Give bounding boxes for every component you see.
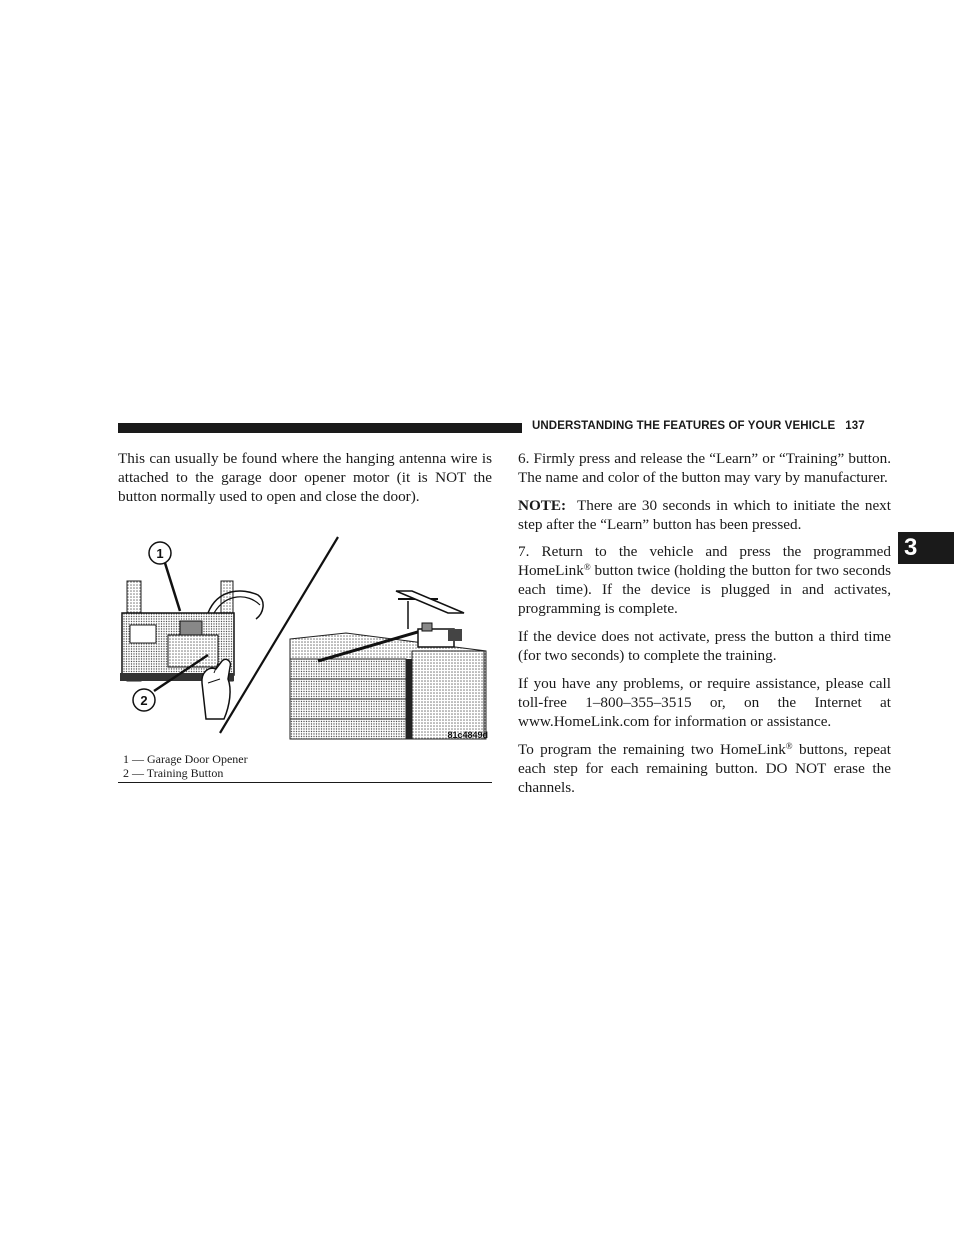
step-7-start: 7. Return to the vehicle and press the programmed HomeLink: [518, 543, 891, 579]
caption-1: 1 — Garage Door Opener: [123, 752, 248, 766]
registered-mark: ®: [583, 562, 591, 572]
caption-rule: [118, 782, 492, 783]
note-text: There are 30 seconds in which to initiate the next step after the “Learn” button has been pressed.: [518, 497, 891, 533]
figure-code: 81c4849d: [447, 730, 488, 740]
left-column: [118, 449, 492, 515]
note-paragraph: [518, 496, 891, 534]
intro-paragraph: This can usually be found where the hanging antenna wire is attached to the garage door opener motor (it is NOT the button normally used to open and close the door).: [118, 450, 492, 505]
chapter-tab: 3: [898, 532, 954, 564]
note-label: NOTE:: [518, 497, 567, 514]
running-header: [532, 420, 865, 432]
step-7: [518, 542, 891, 618]
step-7-end: button twice (holding the button for two seconds each time). If the device is plugged in and activates, programming is complete.: [518, 562, 891, 617]
third-press-paragraph: If the device does not activate, press the button a third time (for two seconds) to complete the training.: [518, 628, 891, 664]
assistance-paragraph: If you have any problems, or require assistance, please call toll-free 1–800–355–3515 or, on the Internet at www.HomeLink.com for information or assistance.: [518, 675, 891, 730]
callout-2-label: 2: [140, 693, 148, 708]
figure-captions: [123, 752, 248, 780]
illustration-svg: [118, 533, 492, 745]
right-column: [518, 449, 891, 806]
garage-scene: [290, 591, 488, 740]
page-number: 137: [845, 420, 865, 432]
program-start: To program the remaining two HomeLink: [518, 741, 786, 758]
garage-opener-illustration: [118, 533, 492, 745]
opener-closeup: [120, 542, 263, 719]
header-rule: [118, 423, 522, 433]
registered-mark-2: ®: [785, 741, 793, 751]
callout-1-label: 1: [156, 546, 164, 561]
section-title: UNDERSTANDING THE FEATURES OF YOUR VEHICLE: [532, 420, 836, 432]
program-remaining-paragraph: [518, 740, 891, 797]
caption-2: 2 — Training Button: [123, 766, 224, 780]
program-end: buttons, repeat each step for each remaining button. DO NOT erase the channels.: [518, 741, 891, 796]
step-6: 6. Firmly press and release the “Learn” or “Training” button. The name and color of the button may vary by manufacturer.: [518, 450, 891, 486]
